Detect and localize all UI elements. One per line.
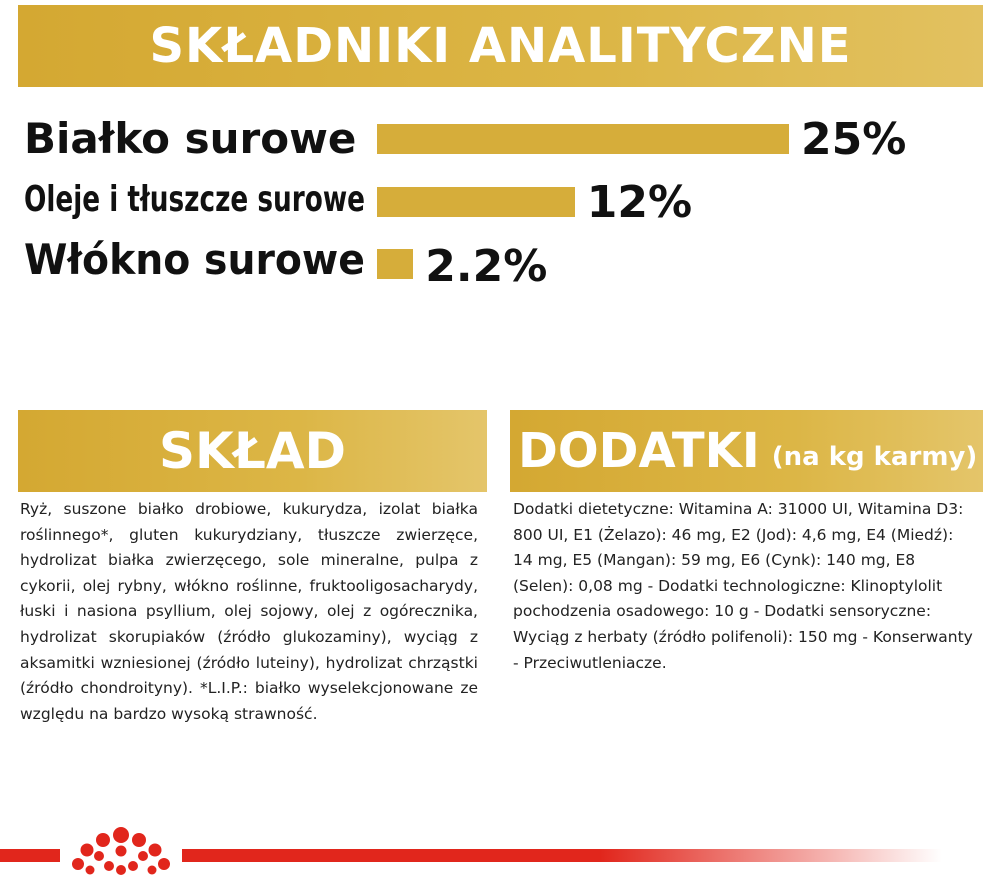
row-label: Białko surowe [24,114,357,163]
royal-canin-crown-icon [66,824,176,884]
analytical-row-protein [0,112,993,172]
dodatki-text: Dodatki dietetyczne: Witamina A: 31000 UI, Witamina D3: 800 UI, E1 (Żelazo): 46 mg, E2 (Jod): 4,6 mg, E4 (Miedź): 14 mg, E5 (Mangan): 59 mg, E6 (Cynk): 140 mg, E8 (Selen): 0,08 mg - Dodatki technologiczne: Klinoptylolit pochodzenia osadowego: 10 g - Dodatki sensoryczne: Wyciąg z herbaty (źródło polifenoli): 150 mg - Konserwanty - Przeciwutleniacze. [513,500,973,672]
dodatki-subtitle: (na kg karmy) [771,442,978,472]
footer-stripe [182,849,942,862]
dodatki-title: DODATKI [518,423,760,479]
row-value: 25% [801,114,907,165]
sklad-title: SKŁAD [158,422,347,480]
analytical-title: SKŁADNIKI ANALITYCZNE [149,18,852,74]
row-bar [377,187,575,217]
sklad-banner [18,410,487,492]
analytical-banner [18,5,983,87]
dodatki-banner [510,410,983,492]
analytical-row-fibre [0,233,993,293]
row-value: 2.2% [425,241,548,292]
sklad-text: Ryż, suszone białko drobiowe, kukurydza, izolat białka roślinnego*, gluten kukurydziany, tłuszcze zwierzęce, hydrolizat białka zwierzęcego, sole mineralne, pulpa z cykorii, olej rybny, włókno roślinne, fruktooligosacharydy, łuski i nasiona psyllium, olej sojowy, olej z ogórecznika, hydrolizat skorupiaków (źródło glukozaminy), wyciąg z aksamitki wzniesionej (źródło luteiny), hydrolizat chrząstki (źródło chondroityny). *L.I.P.: białko wyselekcjonowane ze względu na bardzo wysoką strawność. [20,500,478,723]
row-value: 12% [586,177,693,228]
row-label: Włókno surowe [24,235,365,284]
row-bar [377,124,789,154]
footer-stripe-left [0,849,60,862]
row-label: Oleje i tłuszcze surowe [24,179,365,220]
analytical-row-fat [0,173,993,233]
row-bar [377,249,413,279]
